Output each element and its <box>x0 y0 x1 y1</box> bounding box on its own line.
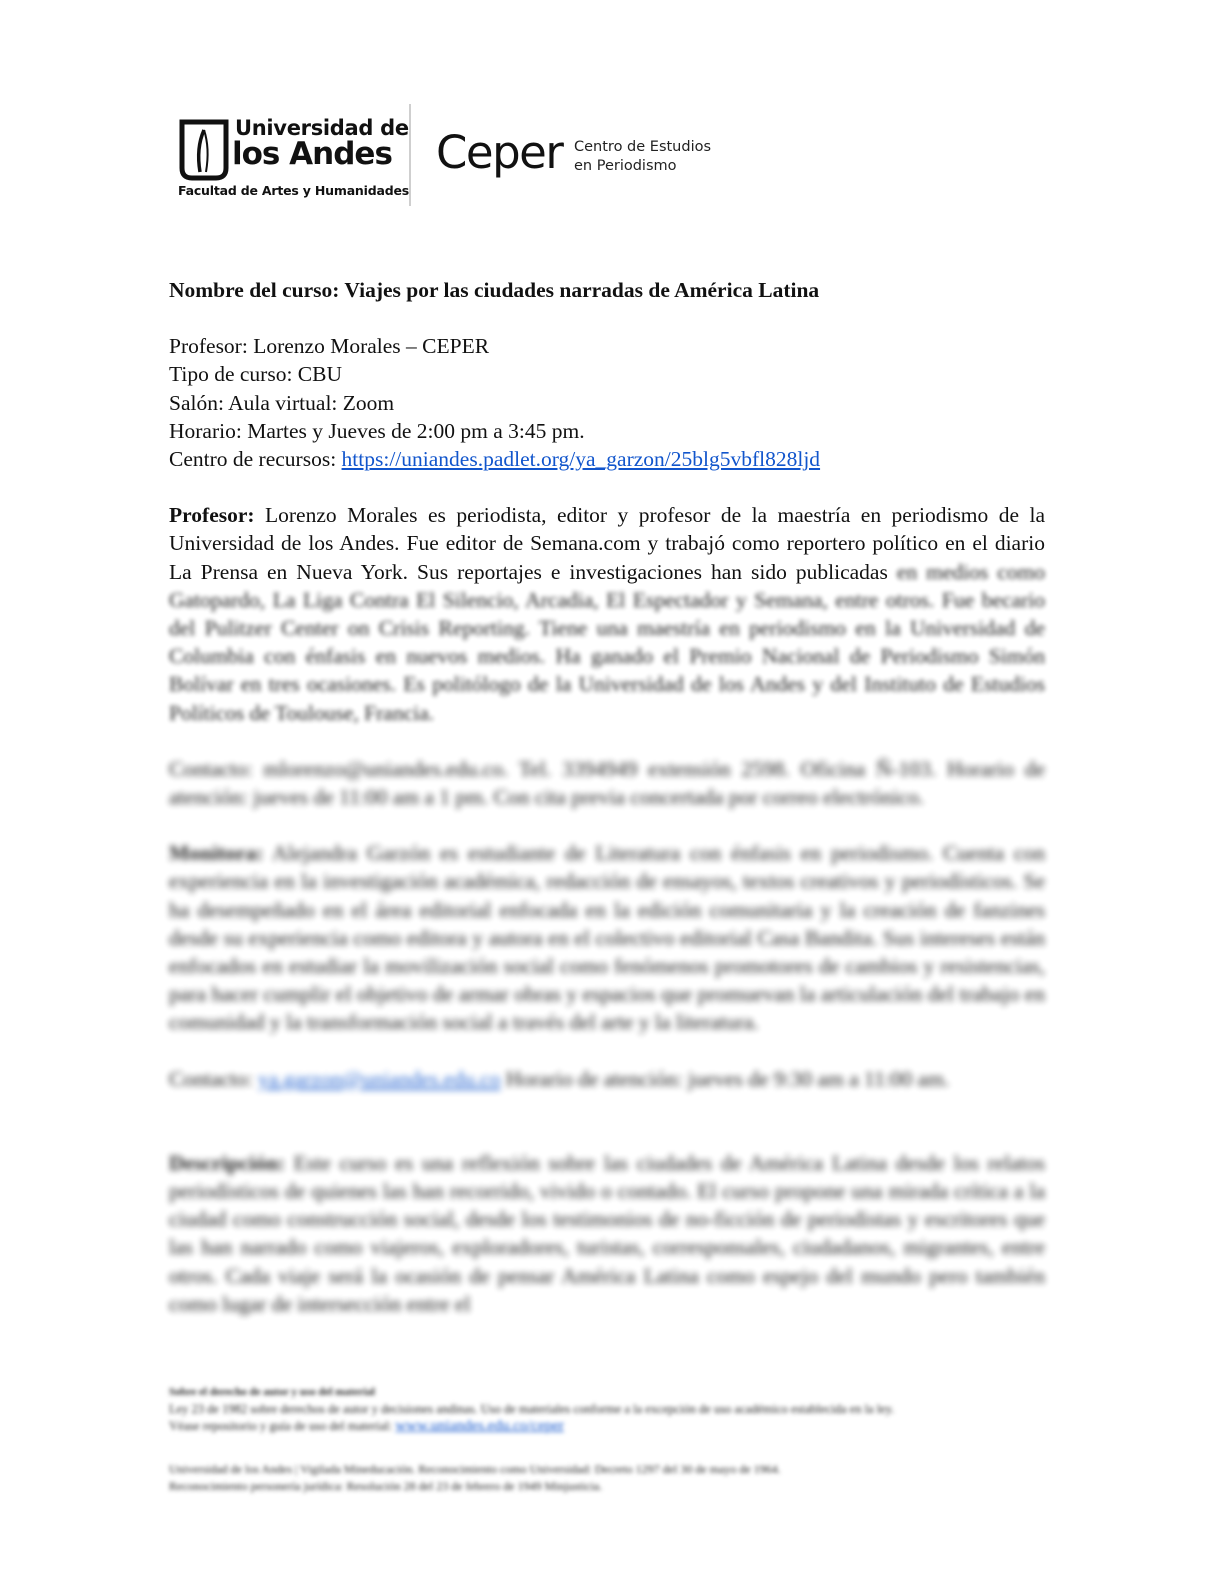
document-body <box>169 276 1045 1318</box>
footnote-link[interactable]: www.uniandes.edu.co/ceper <box>395 1418 564 1434</box>
monitor-contact-label: Contacto: <box>169 1066 258 1091</box>
header-logos <box>176 104 716 208</box>
ceper-subtitle <box>574 138 711 176</box>
legal-footer <box>169 1461 1045 1495</box>
footnote-line2 <box>169 1418 1045 1435</box>
professor-bio-label: Profesor: <box>169 503 255 528</box>
course-resources <box>169 445 1045 473</box>
footnote-line2-text: Véase repositorio y guía de uso del material: <box>169 1419 393 1433</box>
professor-bio <box>169 501 1045 727</box>
course-type: Tipo de curso: CBU <box>169 362 343 387</box>
footnote-title: Sobre el derecho de autor y uso del material <box>169 1386 375 1398</box>
description-text: Este curso es una reflexión sobre las ciudades de América Latina desde los relatos periodísticos de quienes las han recorrido, vivido o contado. El curso propone una mirada crítica a la ciudad como construcción social, desde los testimonios de no-ficción de periodistas y escritores que las han narrado como viajeros, exploradores, turistas, corresponsales, ciudadanos, migrantes, entre otros. Cada viaje será la ocasión de pensar América Latina como espejo del mundo pero también como lugar de intersección entre el <box>169 1150 1045 1316</box>
monitor-bio <box>169 839 1045 1036</box>
ceper-logo: Ceper <box>436 126 563 179</box>
resources-link[interactable]: https://uniandes.padlet.org/ya_garzon/25blg5vbfl828ljd <box>341 447 821 472</box>
course-description <box>169 1149 1045 1318</box>
course-schedule: Horario: Martes y Jueves de 2:00 pm a 3:45 pm. <box>169 418 585 443</box>
ceper-subtitle-line2: en Periodismo <box>574 158 677 174</box>
monitor-contact <box>169 1065 1045 1093</box>
faculty-name: Facultad de Artes y Humanidades <box>178 183 409 198</box>
legal-line1: Universidad de los Andes | Vigilada Mineducación. Reconocimiento como Universidad: Decreto 1297 del 30 de mayo de 1964. <box>169 1462 781 1476</box>
professor-bio-text-blurred: en medios como Gatopardo, La Liga Contra El Silencio, Arcadia, El Espectador y Semana, entre otros. Fue becario del Pulitzer Center on Crisis Reporting. Tiene una maestría en periodismo en la Universidad de Columbia con énfasis en nuevos medios. Ha ganado el Premio Nacional de Periodismo Simón Bolívar en tres ocasiones. Es politólogo de la Universidad de los Andes y del Instituto de Estudios Políticos de Toulouse, Francia. <box>169 559 1045 725</box>
uniandes-seal-icon <box>178 118 230 182</box>
course-professor: Profesor: Lorenzo Morales – CEPER <box>169 334 490 359</box>
footnote-line1: Ley 23 de 1982 sobre derechos de autor y decisiones andinas. Uso de materiales conforme a la excepción de uso académico establecida en la ley. <box>169 1402 895 1416</box>
legal-line2: Reconocimiento personería jurídica: Resolución 28 del 23 de febrero de 1949 Minjusticia. <box>169 1479 603 1493</box>
monitor-hours: Horario de atención: jueves de 9:30 am a 11:00 am. <box>500 1066 950 1091</box>
course-info <box>169 332 1045 473</box>
description-label: Descripción: <box>169 1150 285 1175</box>
professor-contact: Contacto: mlorenzo@uniandes.edu.co. Tel. 3394949 extensión 2598. Oficina Ñ-103. Horario de atención: jueves de 11:00 am a 1 pm. Con cita previa concertada por correo electrónico. <box>169 756 1045 810</box>
ceper-subtitle-line1: Centro de Estudios <box>574 139 712 155</box>
resources-label: Centro de recursos: <box>169 447 342 472</box>
university-name-line2: los Andes <box>232 136 392 172</box>
course-title: Nombre del curso: Viajes por las ciudades narradas de América Latina <box>169 278 820 302</box>
professor-bio-text: Lorenzo Morales es periodista, editor y profesor de la maestría en periodismo de la Universidad de los Andes. Fue editor de Semana.com y trabajó como reportero político en el diario La Prensa en Nueva York. Sus reportajes e investigaciones han sido publicadas <box>169 503 1045 584</box>
monitor-text: Alejandra Garzón es estudiante de Literatura con énfasis en periodismo. Cuenta con experiencia en la investigación académica, redacción de ensayos, textos creativos y periodísticos. Se ha desempeñado en el área editorial enfocada en la edición comunitaria y la creación de fanzines desde su experiencia como editora y autora en el colectivo editorial Casa Bandita. Sus intereses están enfocados en estudiar la movilización social como fenómenos promotores de cambios y resistencias, para hacer cumplir el objetivo de armar obras y espacios que promuevan la articulación del trabajo en comunidad y la transformación social a través del arte y la literatura. <box>169 841 1045 1035</box>
logo-divider <box>409 104 411 206</box>
course-room: Salón: Aula virtual: Zoom <box>169 390 395 415</box>
footnotes <box>169 1384 1045 1435</box>
monitor-label: Monitora: <box>169 841 264 866</box>
university-name-line1: Universidad de <box>235 116 409 140</box>
monitor-email-link[interactable]: ya.garzon@uniandes.edu.co <box>257 1066 501 1091</box>
